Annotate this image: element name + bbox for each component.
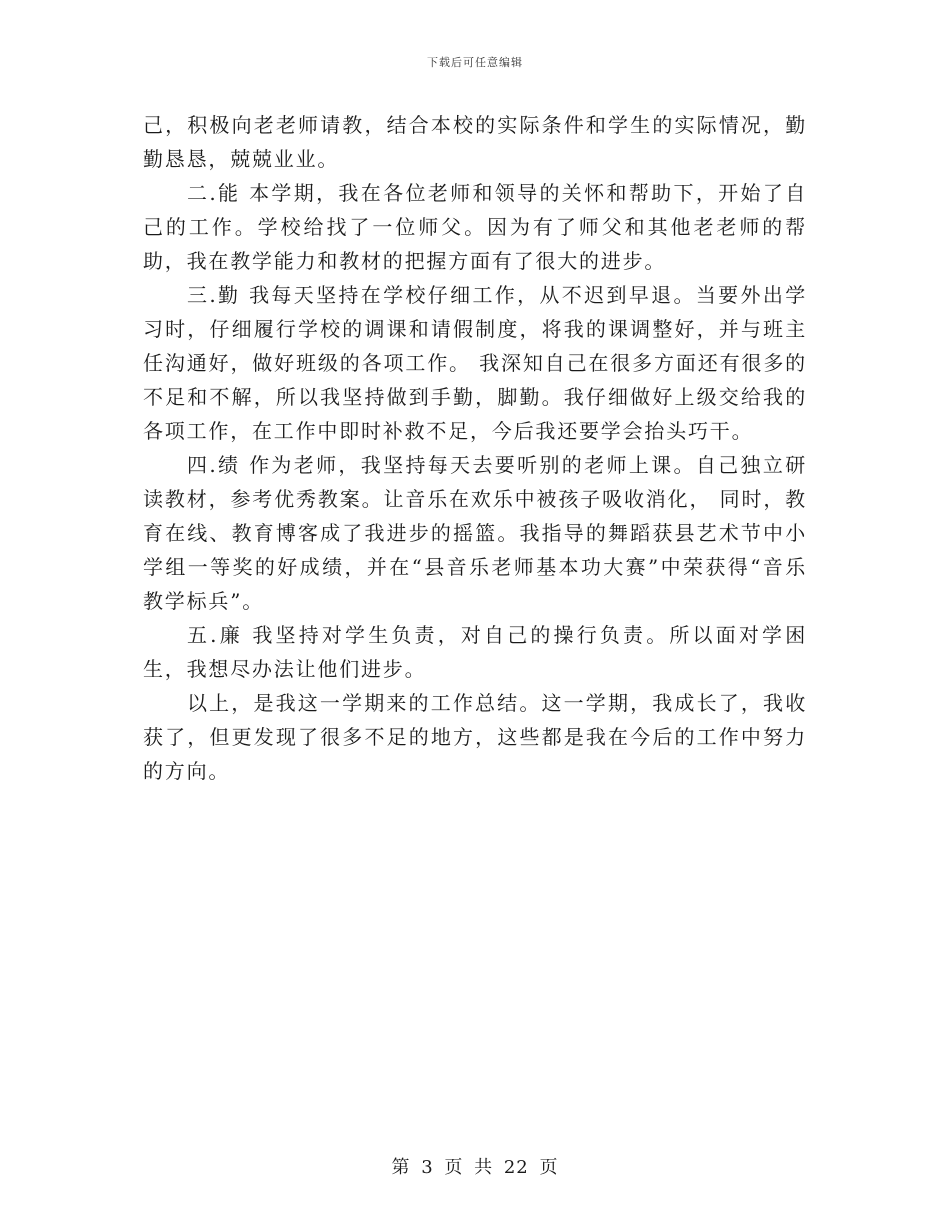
document-body	[143, 108, 807, 788]
paragraph-diligence: 三.勤 我每天坚持在学校仔细工作，从不迟到早退。当要外出学习时，仔细履行学校的调课和请假制度，将我的课调整好，并与班主任沟通好，做好班级的各项工作。 我深知自己在很多方面还有很多的不足和不解，所以我坚持做到手勤，脚勤。我仔细做好上级交给我的各项工作，在工作中即时补救不足，今后我还要学会抬头巧干。	[143, 283, 807, 443]
paragraph-summary: 以上，是我这一学期来的工作总结。这一学期，我成长了，我收获了，但更发现了很多不足的地方，这些都是我在今后的工作中努力的方向。	[143, 691, 807, 783]
paragraph-achievement: 四.绩 作为老师，我坚持每天去要听别的老师上课。自己独立研读教材，参考优秀教案。让音乐在欢乐中被孩子吸收消化， 同时，教育在线、教育博客成了我进步的摇篮。我指导的舞蹈获县艺术节中小学组一等奖的好成绩，并在“县音乐老师基本功大赛”中荣获得“音乐教学标兵”。	[143, 453, 807, 613]
paragraph-continuation: 己，积极向老老师请教，结合本校的实际条件和学生的实际情况，勤勤恳恳，兢兢业业。	[143, 113, 807, 171]
paragraph-integrity: 五.廉 我坚持对学生负责，对自己的操行负责。所以面对学困生，我想尽办法让他们进步。	[143, 623, 807, 681]
paragraph-ability: 二.能 本学期，我在各位老师和领导的关怀和帮助下，开始了自己的工作。学校给找了一位师父。因为有了师父和其他老老师的帮助，我在教学能力和教材的把握方面有了很大的进步。	[143, 181, 807, 273]
page-header: 下载后可任意编辑	[427, 56, 523, 69]
page-number: 第 3 页 共 22 页	[391, 1157, 559, 1178]
